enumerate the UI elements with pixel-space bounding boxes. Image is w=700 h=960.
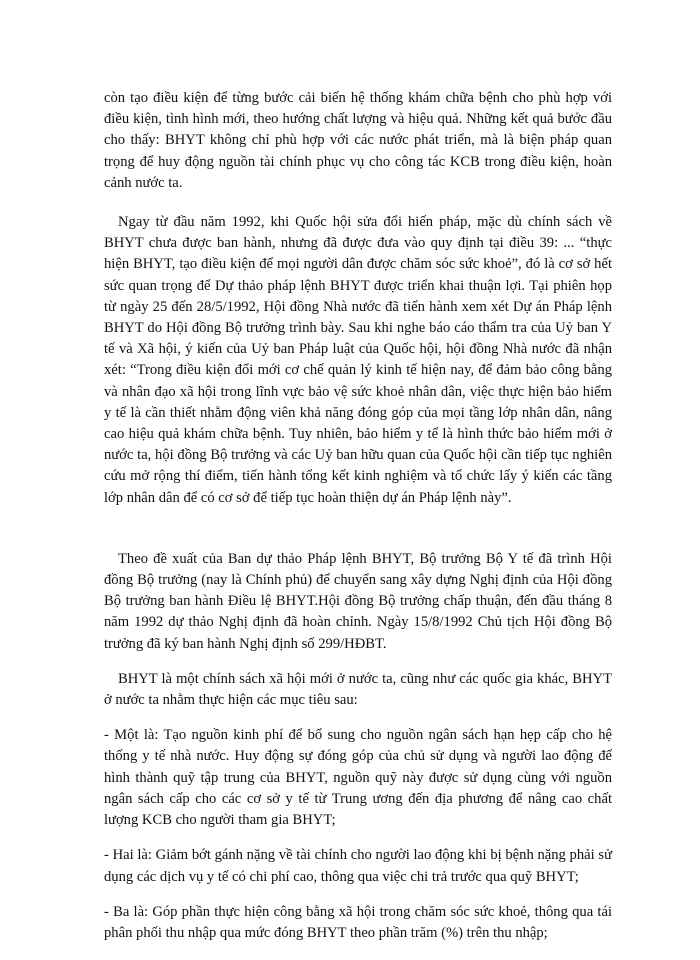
paragraph-1992-constitution: Ngay từ đầu năm 1992, khi Quốc hội sửa đổi hiến pháp, mặc dù chính sách về BHYT chưa được ban hành, nhưng đã được đưa vào quy định tại điều 39: ... “thực hiện BHYT, tạo điều kiện để mọi người dân được chăm sóc sức khoẻ”, đó là cơ sở hết sức quan trọng để Dự thảo pháp lệnh BHYT được triển khai thuận lợi. Tại phiên họp từ ngày 25 đến 28/5/1992, Hội đồng Nhà nước đã tiến hành xem xét Dự án Pháp lệnh BHYT do Hội đồng Bộ trưởng trình bày. Sau khi nghe báo cáo thẩm tra của Uỷ ban Y tế và Xã hội, ý kiến của Uỷ ban Pháp luật của Quốc hội, hội đồng Nhà nước đã nhận xét: “Trong điều kiện đổi mới cơ chế quản lý kinh tế hiện nay, để đảm bảo công bằng và nhân đạo xã hội trong lĩnh vực bảo vệ sức khoẻ nhân dân, việc thực hiện bảo hiểm y tế là cần thiết nhằm động viên khả năng đóng góp của mọi tầng lớp nhân dân, nâng cao hiệu quả khám chữa bệnh. Tuy nhiên, bảo hiểm y tế là hình thức bảo hiểm mới ở nước ta, hội đồng Bộ trưởng và các Uỷ ban hữu quan của Quốc hội cần tiếp tục nghiên cứu mở rộng thí điểm, tiến hành tổng kết kinh nghiệm và tổ chức lấy ý kiến các tầng lớp nhân dân để có cơ sở để tiếp tục hoàn thiện dự án Pháp lệnh này”. (104, 214, 612, 506)
objective-item-2: - Hai là: Giảm bớt gánh nặng về tài chính cho người lao động khi bị bệnh nặng phải sử dụng các dịch vụ y tế có chi phí cao, thông qua việc chi trả trước qua quỹ BHYT; (104, 847, 612, 885)
paragraph-intro-continuation: còn tạo điều kiện để từng bước cải biến hệ thống khám chữa bệnh cho phù hợp với điều kiện, tình hình mới, theo hướng chất lượng và hiệu quả. Những kết quả bước đầu cho thấy: BHYT không chỉ phù hợp với các nước phát triển, mà là biện pháp quan trọng để huy động nguồn tài chính phục vụ cho công tác KCB trong điều kiện, hoàn cảnh nước ta. (104, 90, 612, 191)
objective-item-1: - Một là: Tạo nguồn kinh phí để bổ sung cho nguồn ngân sách hạn hẹp cấp cho hệ thống y tế nhà nước. Huy động sự đóng góp của chủ sử dụng và người lao động để hình thành quỹ tập trung của BHYT, nguồn quỹ này được sử dụng cùng với nguồn ngân sách cấp cho các cơ sở y tế từ Trung ương đến địa phương để nâng cao chất lượng KCB cho người tham gia BHYT; (104, 727, 612, 829)
paragraph-objectives-intro: BHYT là một chính sách xã hội mới ở nước ta, cũng như các quốc gia khác, BHYT ở nước ta nhằm thực hiện các mục tiêu sau: (104, 670, 612, 709)
paragraph-decree-299: Theo đề xuất của Ban dự thảo Pháp lệnh BHYT, Bộ trưởng Bộ Y tế đã trình Hội đồng Bộ trưởng (nay là Chính phủ) để chuyển sang xây dựng Nghị định của Hội đồng Bộ trưởng ban hành Điều lệ BHYT.Hội đồng Bộ trưởng chấp thuận, đến đầu tháng 8 năm 1992 dự thảo Nghị định đã hoàn chỉnh. Ngày 15/8/1992 Chủ tịch Hội đồng Bộ trưởng đã ký ban hành Nghị định số 299/HĐBT. (104, 550, 612, 652)
objective-item-3: - Ba là: Góp phần thực hiện công bằng xã hội trong chăm sóc sức khoẻ, thông qua tái phân phối thu nhập qua mức đóng BHYT theo phần trăm (%) trên thu nhập; (104, 903, 612, 941)
